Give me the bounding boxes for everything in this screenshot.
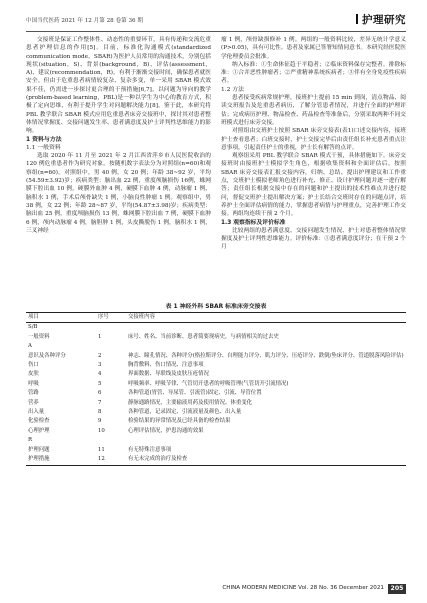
table-cell: 胸背敷料、伤口情况、注意事项	[128, 362, 204, 369]
section-title	[356, 12, 406, 27]
subsection-heading: 1.1 一般资料	[26, 144, 61, 151]
table-row	[26, 361, 406, 370]
paragraph: 交接班是保证工作整体性、动态性的重要环节，具有传递和交流危重患者护理信息的作用[5]。目前，标准化沟通模式(standardized communication mode，SBAR)为医护人员常用的沟通技术，分别包括现状(situation，S)、背景(background，B)、评估(assessment，A)、建议(recommendation，R)，有利于渐渐交接时间，确保患者就医安全。但由于危重患者病情较复杂、复杂多变，单一采用 SBAR 模式效果不佳，仍需进一步探讨更合理的干预措施[6,7]。以问题为导向的教学(problem-based learning，PBL)是一种以学生为中心的教育方式，积极了定向思维，有利于提升学生对问题解决能力[8]。鉴于此，本研究将 PBL 教学联合 SBAR 模式应用危重患者床旁交接班中，探讨其对患者整体情况掌握度、交接问题发生率、患者满意度及护士评判性思维能力的影响。	[26, 37, 211, 135]
table-cell: 3	[98, 362, 102, 369]
table-cell: 界面数据、导联线及皮肤压疮情况	[128, 371, 209, 378]
table-cell: 各种管道，记录固定、引流液量及颜色、出入量	[128, 409, 242, 416]
table-cell: 8	[98, 409, 102, 416]
sbar-table-block	[26, 303, 406, 466]
table-cell: 呼吸	[28, 380, 39, 387]
table-cell: 意识及各种评分	[28, 352, 66, 359]
table-cell: 有无未完成的治疗及检查	[126, 455, 406, 465]
table-cell: 护理问题	[28, 446, 50, 453]
section-bar	[356, 14, 358, 24]
table-cell: 出入量	[28, 409, 45, 416]
table-cell: 化验检查	[28, 418, 50, 425]
paragraph: 选取 2020 年 11 月至 2021 年 2 月江西省萍乡市人民医院收治的 120 例危重患者作为研究对象，按随机数字表法分为对照组(n=60)和观察组(n=60)。对照组中，男 40 例，女 20 例；年龄 38~92 岁，平均(54.59±3.92)岁；疾病类型：脑出血 22 例，重度颅脑损伤 16例，蛛网膜下腔出血 10 例，硬膜外血肿 4 例，硬膜下血肿 4 例，动脉瘤 1 例，脑积水 1 例，手术后颅骨缺失 1 例，小脑良性肿瘤 1 例。观察组中，男 38 例，女 22 例；年龄 28~87 岁，平均(54.87±3.98)岁；疾病类型：脑出血 25 例，重度颅脑损伤 13 例，蛛网膜下腔出血 7 例，硬膜下血肿 6 例，颅内动脉瘤 4 例，脑胆肿 1 例，头皮撕脱伤 1 例，脑积水 1 例，三叉神经	[26, 153, 211, 234]
table-body	[26, 323, 406, 465]
section-heading: 1 资料与方法	[26, 136, 62, 143]
table-row	[26, 446, 406, 455]
page-footer	[26, 584, 406, 594]
table-header-cell: 序号	[96, 313, 126, 323]
table-header-row	[26, 313, 406, 323]
table-cell: 12	[96, 455, 126, 465]
paragraph: 观察组采用 PBL 教学联合 SBAR 模式干预，具体措施如下。床旁交接班时由接班护士模拟学生角色，根据收集资料和全面评估后，按照 SBAR 床旁交接表汇报交接内容，归纳、总结、提出护理建议和工作重点，交班护士模拟老师角色进行补充、修正、设计护理问题并逐一进行解答；责任组长根据交接中存在的问题和护士提出的技术性难点并进行提问，督促交班护士提出解决方案；护士长结合交班时存在的问题点评，培养护士全面评估病情的能力，掌握患者病情与护理重点，完善护理工作交接。两组均连续干预 2 个月。	[221, 153, 406, 218]
table-row	[26, 399, 406, 408]
table-cell: 心理评估情况，护患沟通的效果	[128, 427, 204, 434]
table-row	[26, 333, 406, 342]
table-header-cell: 交接班内容	[126, 313, 406, 323]
table-cell: S/B	[28, 324, 38, 331]
sbar-table	[26, 312, 406, 466]
subsection-heading: 1.3 观察指标及评价标准	[221, 219, 286, 226]
table-row	[26, 323, 406, 333]
table-cell: 神志、瞳孔情况、各种评分(格拉斯评分、自理能力评分、肌力评分、压疮评分、跌倒/坠床评分、管道脱落风险评估)	[128, 352, 404, 359]
table-cell: A	[28, 343, 32, 350]
table-cell	[96, 436, 126, 445]
paragraph: 瘤 1 例，颅骨缺损修补 1 例。两组的一般资料比较，差异无统计学意义(P>0.05)，具有可比性。患者及家属已签署知情同意书。本研究经医院医学伦理委员会批准。	[221, 37, 406, 60]
table-cell	[126, 436, 406, 445]
table-cell: 有无特殊注意事项	[128, 446, 172, 453]
table-row	[26, 417, 406, 426]
table-cell	[126, 342, 406, 351]
section-label: 护理研究	[362, 14, 406, 26]
table-cell: 皮肤	[28, 371, 39, 378]
table-cell: 呼吸频率、呼吸节律、气管切开患者的呼吸管理(气管切开引流情况)	[128, 380, 289, 387]
subsection-heading: 1.2 方法	[221, 86, 245, 93]
journal-footer: CHINA MODERN MEDICINE Vol. 28 No. 36 December 2021	[222, 585, 384, 591]
paragraph: 对照组由交班护士按照 SBAR 床旁交接表(表1)口述交接内容，接班护士查看患者；白班交接时，护士交接完毕后由责任组长补充患者重点注意事项，引起责任护士的重视，护士长有解答的点评。	[221, 128, 406, 151]
right-column	[221, 36, 406, 252]
header-rule	[26, 31, 406, 32]
table-row	[26, 408, 406, 417]
table-cell: 管路	[28, 390, 39, 397]
table-row	[26, 455, 406, 465]
table-cell	[96, 342, 126, 351]
table-row	[26, 370, 406, 379]
paragraph: 患者接受疾病常规护理。接班护士提前 15 min 到岗，清点物品、阅读交班报告及危重患者病历，了解分管患者情况，并进行全面的护理评估；完成病历护理、物品检查、药品检查等准备后，分别采取两种不同交班模式进行床旁交接。	[221, 95, 406, 126]
table-cell	[126, 323, 406, 333]
table-cell: 营养	[28, 399, 39, 406]
table-cell	[96, 323, 126, 333]
table-cell: 检验结果的异常情况及已经具备的检查结果	[128, 418, 231, 425]
table-cell: 9	[98, 418, 102, 425]
table-header-cell: 项目	[26, 313, 96, 323]
table-row	[26, 427, 406, 436]
table-row	[26, 380, 406, 389]
table-cell: 各种管道(胃管、导尿管、引流管)固定、引流、导管位置	[128, 390, 262, 397]
table-cell: 5	[98, 380, 102, 387]
table-row	[26, 436, 406, 445]
table-cell: 10	[98, 427, 105, 434]
table-cell: 静脉通路情况，主要输液用药及使用情况、体重变化	[128, 399, 252, 406]
page-number: 205	[388, 584, 406, 594]
journal-info: 中国当代医药 2021 年 12 月第 28 卷第 36 期	[26, 18, 143, 24]
table-cell: 床号、姓名、当前诊断、患者简要现病史，与病情相关的过去史	[128, 333, 279, 340]
table-cell: 伤口	[28, 362, 39, 369]
paragraph: 纳入标准：①生命体征趋于平稳者；②临床资料保存完整者。排除标准：①合并恶性肿瘤者；②严重精神系统疾病者；③伴有全身免疫性疾病者。	[221, 61, 406, 85]
left-column	[26, 36, 211, 235]
table-cell: 4	[98, 371, 102, 378]
table-cell: 6	[98, 390, 102, 397]
table-cell: 11	[98, 446, 105, 453]
table-cell: 心理护理	[28, 427, 50, 434]
table-row	[26, 342, 406, 351]
table-cell: 1	[98, 333, 102, 340]
table-row	[26, 352, 406, 361]
table-cell: 护理措施	[26, 455, 96, 465]
table-caption: 表 1 神经外科 SBAR 标准床旁交接表	[165, 304, 267, 310]
table-cell: 7	[98, 399, 102, 406]
table-cell: R	[28, 437, 33, 444]
page-header	[26, 12, 406, 30]
table-cell: 2	[98, 352, 102, 359]
table-row	[26, 389, 406, 398]
table-cell: 一般资料	[28, 333, 50, 340]
paragraph: 比较两组的患者满意度、交接问题发生情况、护士对患者整体情况掌握度及护士评判性思维能力。评价标准：①患者满意度评分；在干预 2 个月	[221, 227, 406, 251]
